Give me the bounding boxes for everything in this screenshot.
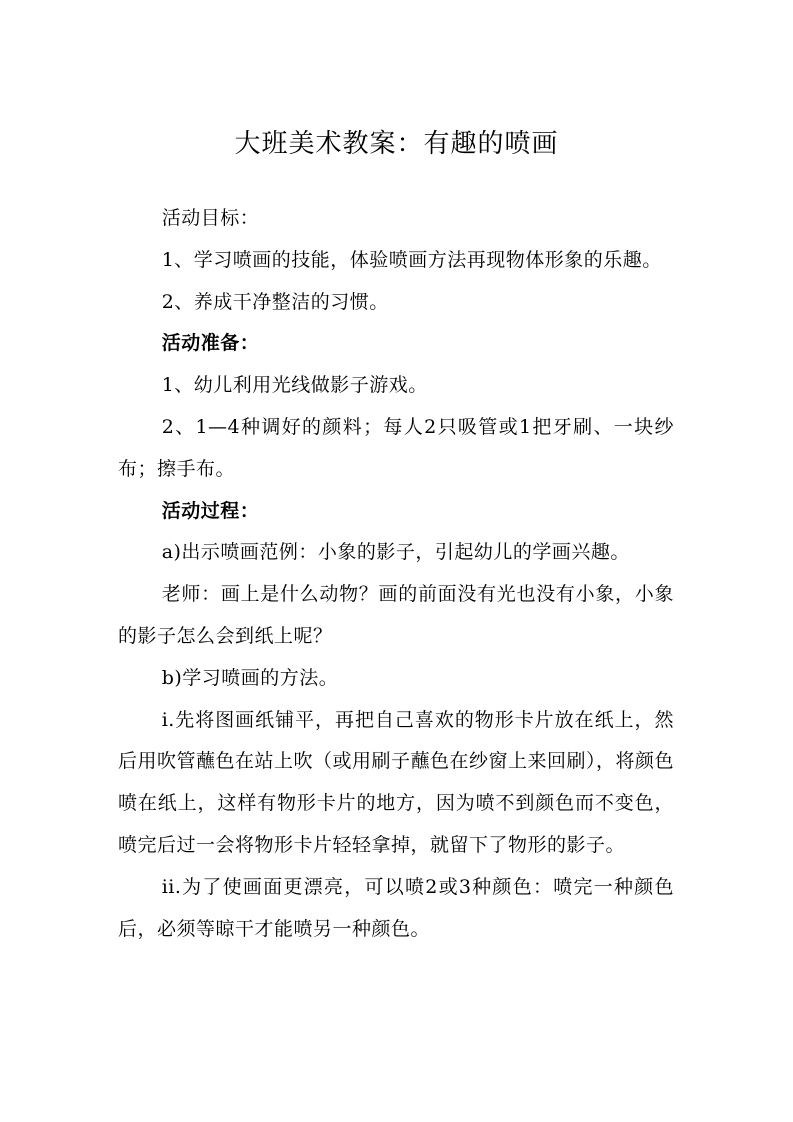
teacher-question: 老师：画上是什么动物？画的前面没有光也没有小象，小象的影子怎么会到纸上呢？ (118, 583, 674, 647)
document-title: 大班美术教案：有趣的喷画 (234, 129, 559, 159)
preparation-item-2: 2、1—4种调好的颜料；每人2只吸管或1把牙刷、一块纱布；擦手布。 (118, 415, 674, 480)
section-heading-process: 活动过程： (161, 499, 260, 522)
goal-item-1: 1、学习喷画的技能，体验喷画方法再现物体形象的乐趣。 (161, 248, 662, 271)
section-heading-goals: 活动目标： (161, 207, 260, 229)
method-step-ii: ii.为了使画面更漂亮，可以喷2或3种颜色：喷完一种颜色后，必须等晾干才能喷另一种颜色。 (118, 875, 674, 940)
method-step-i: i.先将图画纸铺平，再把自己喜欢的物形卡片放在纸上，然后用吹管蘸色在站上吹（或用刷子蘸色在纱窗上来回刷），将颜色喷在纸上，这样有物形卡片的地方，因为喷不到颜色而不变色，喷完后过一会将物形卡片轻轻拿掉，就留下了物形的影子。 (118, 708, 675, 856)
process-step-b: b)学习喷画的方法。 (161, 666, 339, 689)
process-step-a: a)出示喷画范例：小象的影子，引起幼儿的学画兴趣。 (161, 541, 630, 564)
document-body (118, 198, 674, 950)
preparation-item-1: 1、幼儿利用光线做影子游戏。 (161, 374, 428, 397)
section-heading-preparation: 活动准备： (161, 332, 260, 355)
goal-item-2: 2、养成干净整洁的习惯。 (161, 290, 389, 313)
